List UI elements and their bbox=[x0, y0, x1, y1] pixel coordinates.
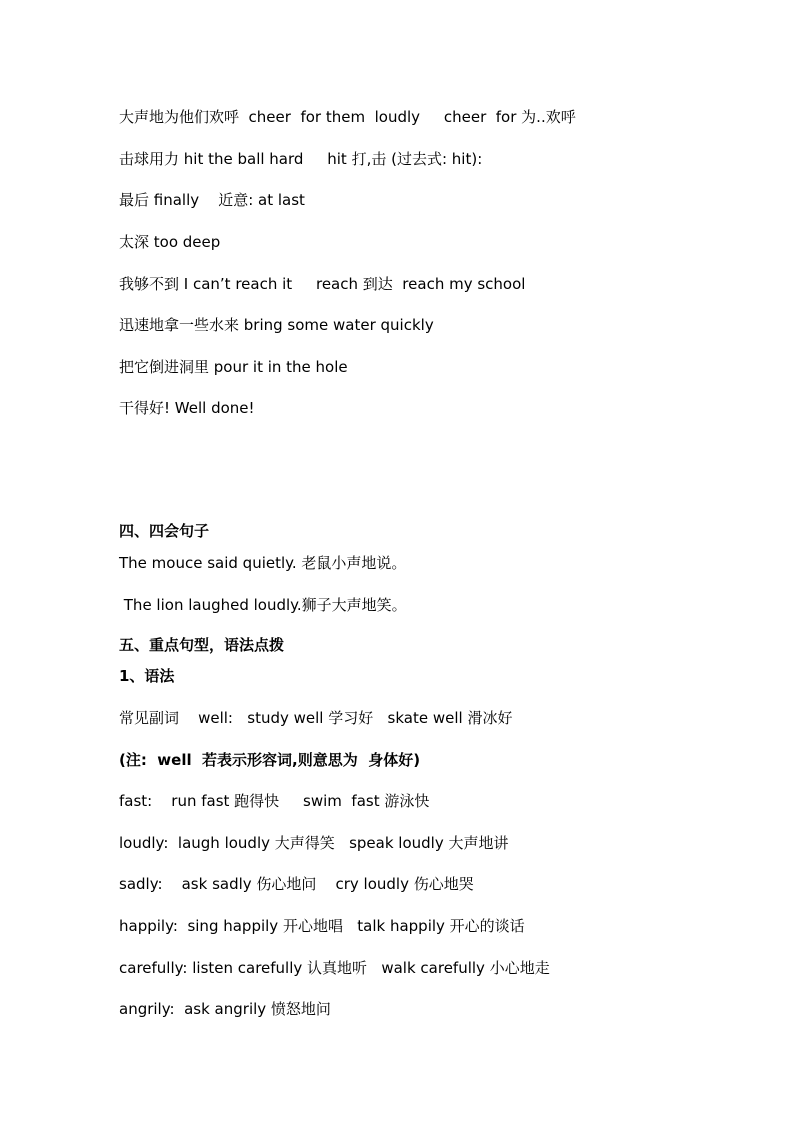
adverb-line: sadly: ask sadly 伤心地问 cry loudly 伤心地哭 bbox=[119, 875, 474, 893]
vocab-line: 太深 too deep bbox=[119, 233, 221, 251]
section-heading: 四、四会句子 bbox=[119, 522, 210, 540]
adverb-intro-line: 常见副词 well: study well 学习好 skate well 滑冰好 bbox=[119, 709, 513, 727]
sentence-line: The lion laughed loudly.狮子大声地笑。 bbox=[119, 596, 407, 614]
note-line: (注: well 若表示形容词,则意思为 身体好) bbox=[119, 751, 421, 769]
adverb-line: loudly: laugh loudly 大声得笑 speak loudly 大声地讲 bbox=[119, 834, 509, 852]
section-heading: 五、重点句型，语法点拨 bbox=[119, 636, 285, 654]
adverb-line: happily: sing happily 开心地唱 talk happily 开心的谈话 bbox=[119, 917, 525, 935]
vocab-line: 大声地为他们欢呼 cheer for them loudly cheer for 为..欢呼 bbox=[119, 108, 576, 126]
vocab-line: 最后 finally 近意: at last bbox=[119, 191, 305, 209]
adverb-line: carefully: listen carefully 认真地听 walk carefully 小心地走 bbox=[119, 959, 550, 977]
subsection-heading: 1、语法 bbox=[119, 667, 175, 685]
adverb-line: fast: run fast 跑得快 swim fast 游泳快 bbox=[119, 792, 430, 810]
adverb-line: angrily: ask angrily 愤怒地问 bbox=[119, 1000, 331, 1018]
vocab-line: 迅速地拿一些水来 bring some water quickly bbox=[119, 316, 434, 334]
vocab-line: 我够不到 I can’t reach it reach 到达 reach my school bbox=[119, 275, 526, 293]
vocab-line: 击球用力 hit the ball hard hit 打,击 (过去式: hit): bbox=[119, 150, 483, 168]
sentence-line: The mouce said quietly. 老鼠小声地说。 bbox=[119, 554, 407, 572]
vocab-line: 干得好! Well done! bbox=[119, 399, 255, 417]
vocab-line: 把它倒进洞里 pour it in the hole bbox=[119, 358, 348, 376]
